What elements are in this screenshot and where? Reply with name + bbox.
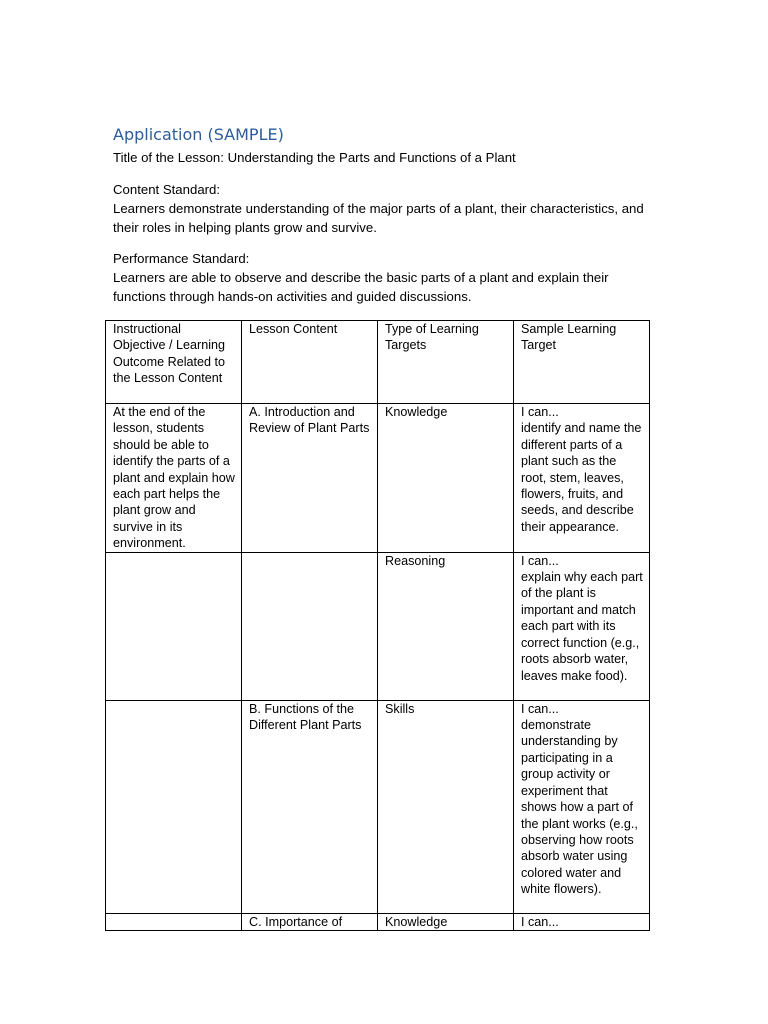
objective-cell: At the end of the lesson, students should be able to identify the parts of a plant and explain how each part helps the plant grow and survive in its environment. — [106, 404, 242, 553]
lesson-content-cell: B. Functions of the Different Plant Parts — [242, 700, 378, 913]
table-row — [106, 404, 650, 553]
lesson-content-cell — [242, 552, 378, 700]
target-type-cell: Skills — [378, 700, 514, 913]
header-lesson-content: Lesson Content — [242, 321, 378, 404]
lesson-content-cell: A. Introduction and Review of Plant Parts — [242, 404, 378, 553]
content-standard-label: Content Standard: — [113, 182, 221, 197]
header-objective: Instructional Objective / Learning Outcome Related to the Lesson Content — [106, 321, 242, 404]
lesson-plan-table — [105, 320, 650, 931]
table-row — [106, 700, 650, 913]
performance-standard-label: Performance Standard: — [113, 251, 250, 266]
target-type-cell: Knowledge — [378, 913, 514, 930]
header-sample-target: Sample Learning Target — [514, 321, 650, 404]
table-row — [106, 552, 650, 700]
sample-target-cell: I can... — [514, 913, 650, 930]
content-standard — [113, 180, 663, 237]
objective-cell — [106, 913, 242, 930]
document-heading: Application (SAMPLE) — [113, 125, 284, 144]
target-type-cell: Reasoning — [378, 552, 514, 700]
content-standard-text: Learners demonstrate understanding of the major parts of a plant, their characteristics, and their roles in helping plants grow and survive. — [113, 201, 644, 235]
objective-cell — [106, 700, 242, 913]
sample-target-cell: I can... demonstrate understanding by participating in a group activity or experiment that shows how a part of the plant works (e.g., observing how roots absorb water using colored water and white flowers). — [514, 700, 650, 913]
header-target-type: Type of Learning Targets — [378, 321, 514, 404]
sample-target-cell: I can... explain why each part of the plant is important and match each part with its correct function (e.g., roots absorb water, leaves make food). — [514, 552, 650, 700]
lesson-title: Title of the Lesson: Understanding the Parts and Functions of a Plant — [113, 150, 516, 165]
target-type-cell: Knowledge — [378, 404, 514, 553]
objective-cell — [106, 552, 242, 700]
sample-target-cell: I can... identify and name the different parts of a plant such as the root, stem, leaves, flowers, fruits, and seeds, and describe their appearance. — [514, 404, 650, 553]
table-row — [106, 913, 650, 930]
lesson-content-cell: C. Importance of — [242, 913, 378, 930]
performance-standard — [113, 249, 663, 306]
performance-standard-text: Learners are able to observe and describe the basic parts of a plant and explain their functions through hands-on activities and guided discussions. — [113, 270, 609, 304]
table-header-row — [106, 321, 650, 404]
